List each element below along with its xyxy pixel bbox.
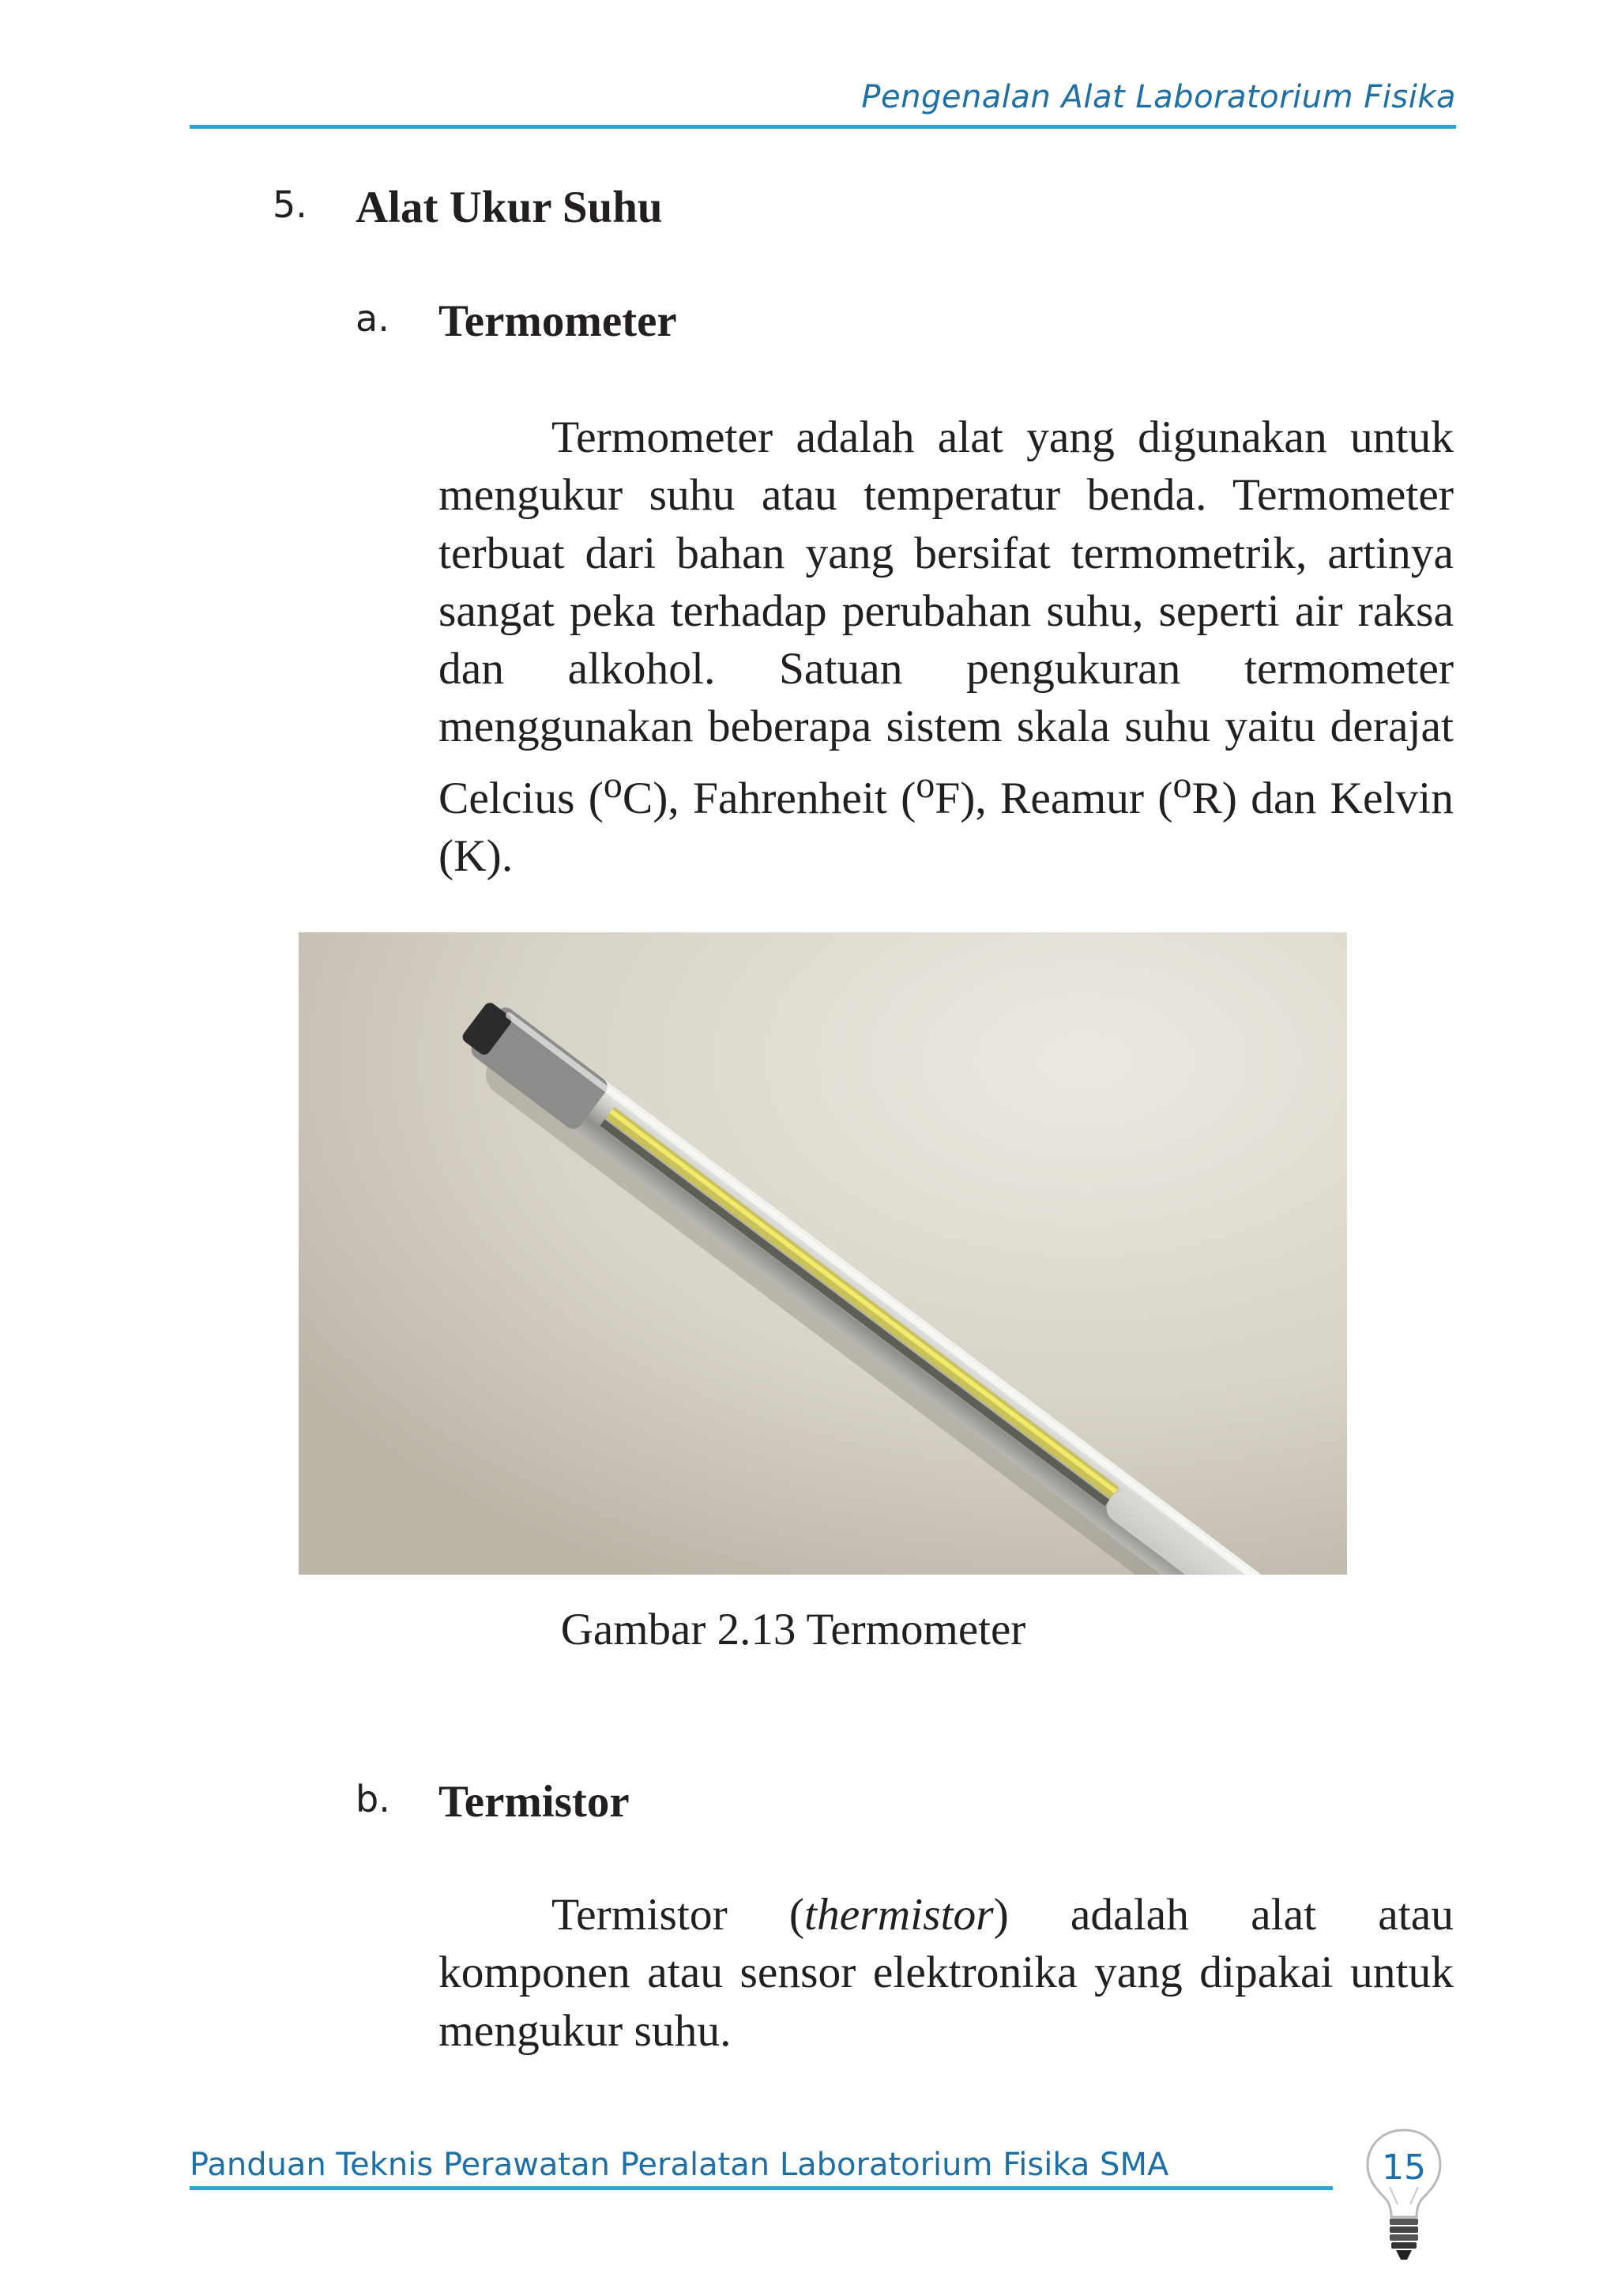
page-number: 15	[1382, 2147, 1426, 2188]
subsection-b-title: Termistor	[438, 1777, 630, 1827]
header-rule	[190, 125, 1456, 129]
subsection-a-letter: a.	[356, 297, 389, 340]
figure-caption: Gambar 2.13 Termometer	[560, 1605, 1026, 1654]
running-footer: Panduan Teknis Perawatan Peralatan Laboratorium Fisika SMA	[190, 2147, 1169, 2183]
section-title: Alat Ukur Suhu	[356, 183, 663, 232]
termometer-paragraph: Termometer adalah alat yang digunakan untuk mengukur suhu atau temperatur benda. Termometer terbuat dari bahan yang bersifat termometrik, artinya sangat peka terhadap perubahan suhu, seperti air raksa dan alkohol. Satuan pengukuran termometer menggunakan beberapa sistem skala suhu yaitu derajat Celcius ($^o$C), Fahrenheit ($^o$F), Reamur ($^o$R) dan Kelvin (K).	[438, 412, 1454, 882]
running-header: Pengenalan Alat Laboratorium Fisika	[861, 79, 1456, 115]
thermometer-photo	[299, 932, 1347, 1575]
termometer-body: Termometer adalah alat yang digunakan untuk mengukur suhu atau temperatur benda. Termometer terbuat dari bahan yang bersifat termometrik, artinya sangat peka terhadap perubahan suhu, seperti air raksa dan alkohol. Satuan pengukuran termometer menggunakan beberapa sistem skala suhu yaitu derajat Celcius	[438, 412, 1454, 823]
footer-rule	[190, 2186, 1333, 2190]
termistor-paragraph: Termistor (thermistor) adalah alat atau komponen atau sensor elektronika yang dipakai untuk mengukur suhu.	[438, 1890, 1454, 2056]
section-number: 5.	[273, 183, 307, 226]
subsection-b-letter: b.	[356, 1778, 390, 1820]
subsection-a-title: Termometer	[438, 296, 677, 346]
lightbulb-icon	[1363, 2125, 1445, 2268]
